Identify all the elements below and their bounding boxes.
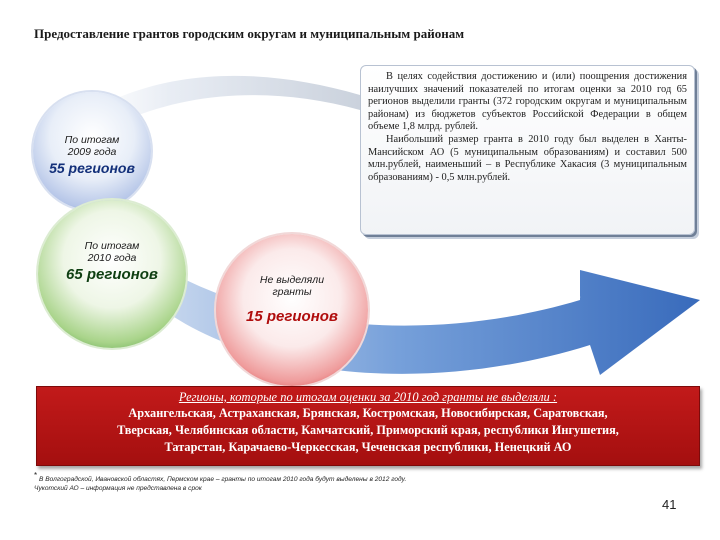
circle-no-grants-line2: гранты: [272, 286, 312, 298]
circle-2010: [38, 200, 186, 348]
circle-no-grants-count: 15 регионов: [246, 308, 338, 325]
circle-2010-count: 65 регионов: [66, 266, 158, 283]
circle-2009-count: 55 регионов: [49, 160, 135, 176]
page-title: Предоставление грантов городским округам и муниципальным районам: [34, 26, 465, 41]
footnote: [34, 471, 674, 493]
footnote-line-2: Чукотский АО – информация не представлена в срок: [34, 485, 202, 493]
circle-2010-line1: По итогам: [84, 240, 140, 252]
regions-box-title: Регионы, которые по итогам оценки за 2010 год гранты не выделяли :: [178, 390, 558, 404]
circle-2009: [33, 92, 151, 210]
circle-2010-line2: 2010 года: [87, 252, 137, 264]
info-box: [360, 65, 695, 235]
info-paragraph-2: Наибольший размер гранта в 2010 году был выделен в Ханты-Мансийском АО (5 муниципальным образованиям) и составил 500 млн.рублей, наименьший – в Республике Хакасия (3 муниципальным образованиям) - 0,5 млн.рублей.: [368, 133, 687, 183]
circle-2009-line2: 2009 года: [67, 146, 117, 158]
circle-2009-line1: По итогам: [64, 134, 120, 146]
footnote-marker: *: [34, 471, 38, 480]
footnote-line-1: В Волгоградской, Ивановской областях, Пермском крае – гранты по итогам 2010 года будут выделены в 2012 году.: [38, 476, 407, 484]
circle-no-grants: [216, 234, 368, 386]
regions-box: [36, 386, 700, 466]
regions-line-3: Татарстан, Карачаево-Черкесская, Чеченская республики, Ненецкий АО: [164, 440, 572, 454]
circle-no-grants-line1: Не выделяли: [259, 274, 325, 286]
page-number: 41: [662, 497, 677, 512]
info-paragraph-1: В целях содействия достижению и (или) поощрения достижения наилучших значений показателей по итогам оценки за 2010 год 65 регионов выделили гранты (372 городским округам и муниципальным районам) из бюджетов субъектов Российской Федерации в общем объеме 1,8 млрд. рублей.: [368, 71, 687, 133]
regions-line-2: Тверская, Челябинская области, Камчатский, Приморский края, республики Ингушетия,: [117, 423, 619, 437]
regions-line-1: Архангельская, Астраханская, Брянская, Костромская, Новосибирская, Саратовская,: [128, 406, 608, 420]
